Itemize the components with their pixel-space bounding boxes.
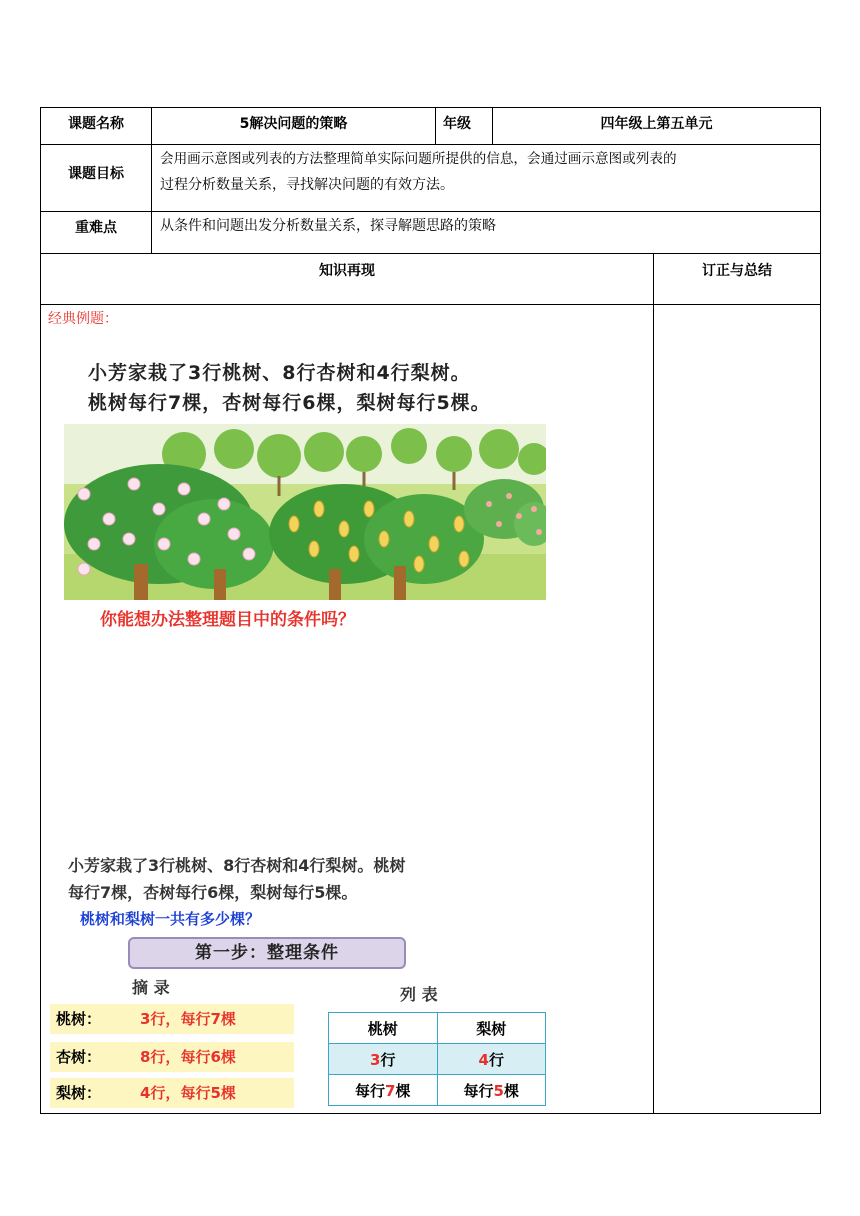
table-title: 列 表 <box>400 985 438 1004</box>
table-cell <box>329 1044 438 1075</box>
table-num: 7 <box>385 1081 396 1100</box>
table-header-peach: 桃树 <box>329 1013 438 1044</box>
goal-label: 课题目标 <box>68 166 124 182</box>
excerpt-name: 梨树： <box>56 1084 102 1102</box>
step-title: 第一步：整理条件 <box>195 943 339 963</box>
table-unit: 行 <box>488 1050 504 1069</box>
problem-line-1: 小芳家栽了3行桃树、8行杏树和4行梨树。 <box>88 362 471 384</box>
excerpt-name: 桃树： <box>56 1010 102 1028</box>
goal-line-1: 会用画示意图或列表的方法整理简单实际问题所提供的信息，会通过画示意图或列表的 <box>160 151 677 167</box>
excerpt-rows: 3行， <box>140 1010 181 1028</box>
table-num: 4 <box>478 1050 489 1069</box>
table-unit: 行 <box>380 1050 396 1069</box>
topic-value: 5解决问题的策略 <box>239 116 348 132</box>
excerpt-row <box>50 1042 294 1072</box>
excerpt-title: 摘 录 <box>132 978 170 997</box>
table-row <box>329 1075 546 1106</box>
table-unit: 棵 <box>395 1081 411 1100</box>
table-cell <box>329 1075 438 1106</box>
list-table <box>328 1012 546 1106</box>
table-cell <box>437 1075 546 1106</box>
key-value: 从条件和问题出发分析数量关系，探寻解题思路的策略 <box>160 218 496 234</box>
example-question: 你能想办法整理题目中的条件吗？ <box>100 610 355 630</box>
summary-label: 订正与总结 <box>702 263 772 279</box>
orchard-illustration <box>64 424 546 600</box>
excerpt-row <box>50 1004 294 1034</box>
table-unit: 棵 <box>503 1081 519 1100</box>
grade-value: 四年级上第五单元 <box>600 116 713 132</box>
step-problem-line-2: 每行7棵，杏树每行6棵，梨树每行5棵。 <box>68 883 358 902</box>
step-title-box <box>128 937 406 969</box>
excerpt-per: 每行5棵 <box>180 1084 236 1102</box>
excerpt-per: 每行6棵 <box>180 1048 236 1066</box>
table-row <box>329 1044 546 1075</box>
step-question: 桃树和梨树一共有多少棵？ <box>80 910 261 928</box>
key-label: 重难点 <box>75 220 117 236</box>
knowledge-label: 知识再现 <box>319 263 375 279</box>
problem-line-2: 桃树每行7棵，杏树每行6棵，梨树每行5棵。 <box>88 392 491 414</box>
excerpt-rows: 4行， <box>140 1084 181 1102</box>
step-problem-line-1: 小芳家栽了3行桃树、8行杏树和4行梨树。桃树 <box>68 856 406 875</box>
excerpt-per: 每行7棵 <box>180 1010 236 1028</box>
table-unit: 每行 <box>463 1081 494 1100</box>
table-header-row <box>329 1013 546 1044</box>
topic-label: 课题名称 <box>68 116 124 132</box>
example-label: 经典例题： <box>48 311 118 327</box>
excerpt-rows: 8行， <box>140 1048 181 1066</box>
table-num: 5 <box>493 1081 504 1100</box>
table-header-pear: 梨树 <box>437 1013 546 1044</box>
goal-line-2: 过程分析数量关系，寻找解决问题的有效方法。 <box>160 177 454 193</box>
table-unit: 每行 <box>355 1081 386 1100</box>
table-cell <box>437 1044 546 1075</box>
grade-label: 年级 <box>443 116 471 132</box>
table-num: 3 <box>370 1050 381 1069</box>
excerpt-row <box>50 1078 294 1108</box>
excerpt-name: 杏树： <box>56 1048 102 1066</box>
